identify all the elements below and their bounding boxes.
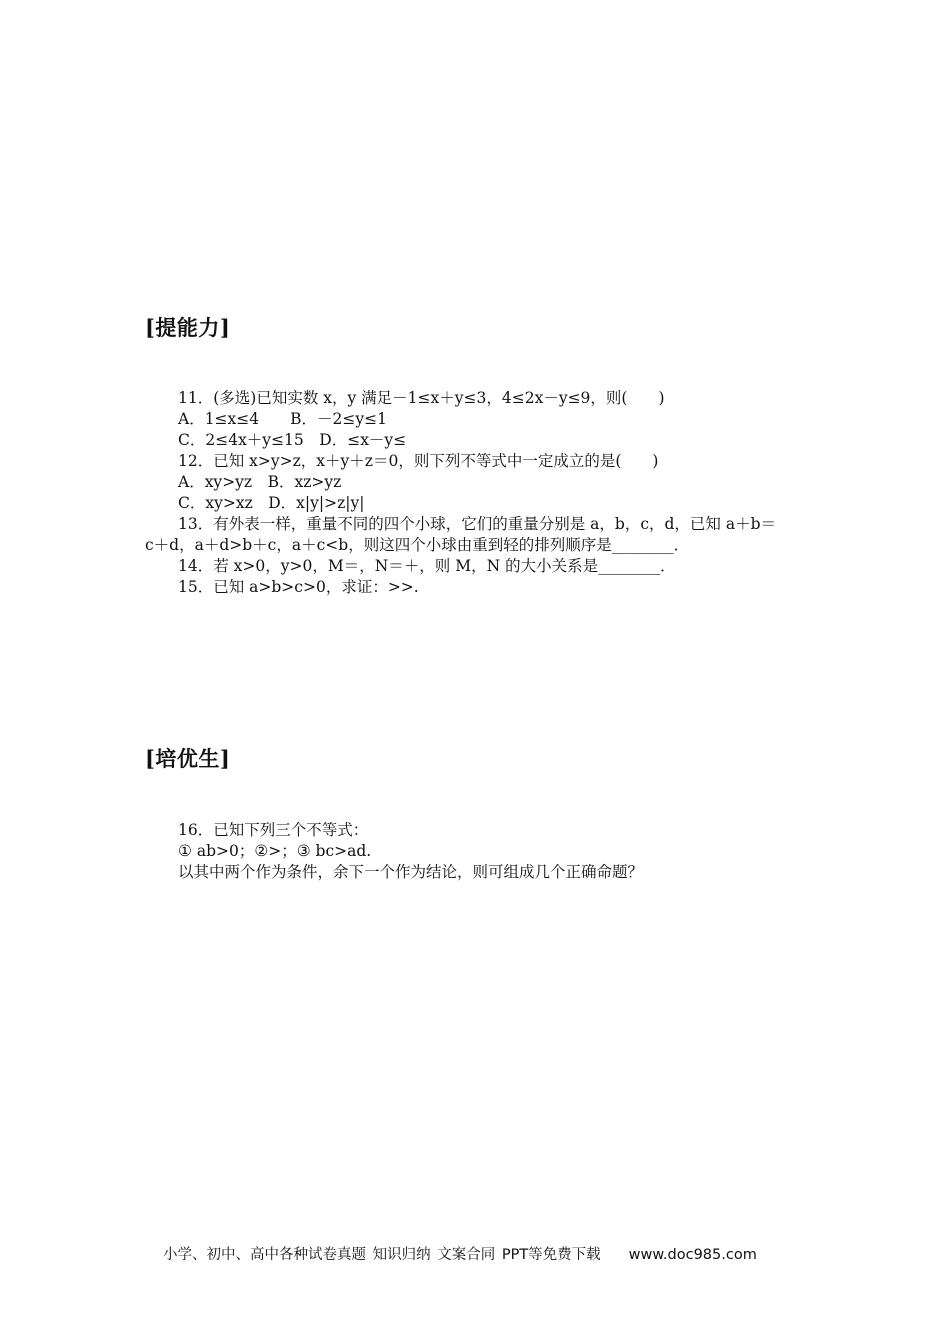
section-title-excellence: [培优生]: [145, 746, 231, 771]
question-15-stem: 15．已知 a>b>c>0，求证：>>.: [178, 578, 419, 596]
question-16-stem: 16．已知下列三个不等式：: [178, 821, 369, 839]
question-12-options-cd: C．xy>xz D．x|y|>z|y|: [178, 494, 365, 512]
page-footer: [163, 1243, 757, 1264]
footer-text: 小学、初中、高中各种试卷真题 知识归纳 文案合同 PPT等免费下载: [163, 1247, 601, 1263]
question-11-options-ab: A．1≤x≤4 B．－2≤y≤1: [178, 410, 387, 428]
question-14-stem: 14．若 x>0，y>0，M＝，N＝＋，则 M，N 的大小关系是________．: [178, 557, 676, 575]
question-11-options-cd: C．2≤4x＋y≤15 D．≤x－y≤: [178, 431, 407, 449]
question-12-options-ab: A．xy>yz B．xz>yz: [178, 473, 342, 491]
question-16-prompt: 以其中两个作为条件，余下一个作为结论，则可组成几个正确命题？: [178, 863, 644, 881]
question-12-stem: 12．已知 x>y>z，x＋y＋z＝0，则下列不等式中一定成立的是( ): [178, 452, 659, 470]
section-title-ability: [提能力]: [145, 315, 231, 340]
footer-site-link[interactable]: www.doc985.com: [628, 1247, 757, 1263]
question-11-stem: 11．(多选)已知实数 x，y 满足－1≤x＋y≤3，4≤2x－y≤9，则( ): [178, 389, 665, 407]
question-13-continuation: c＋d，a＋d>b＋c，a＋c<b，则这四个小球由重到轻的排列顺序是________．: [145, 536, 690, 554]
question-13-stem: 13．有外表一样，重量不同的四个小球，它们的重量分别是 a，b，c，d，已知 a＋b＝: [178, 515, 777, 533]
question-16-conditions: ① ab>0；②>；③ bc>ad.: [178, 842, 372, 860]
